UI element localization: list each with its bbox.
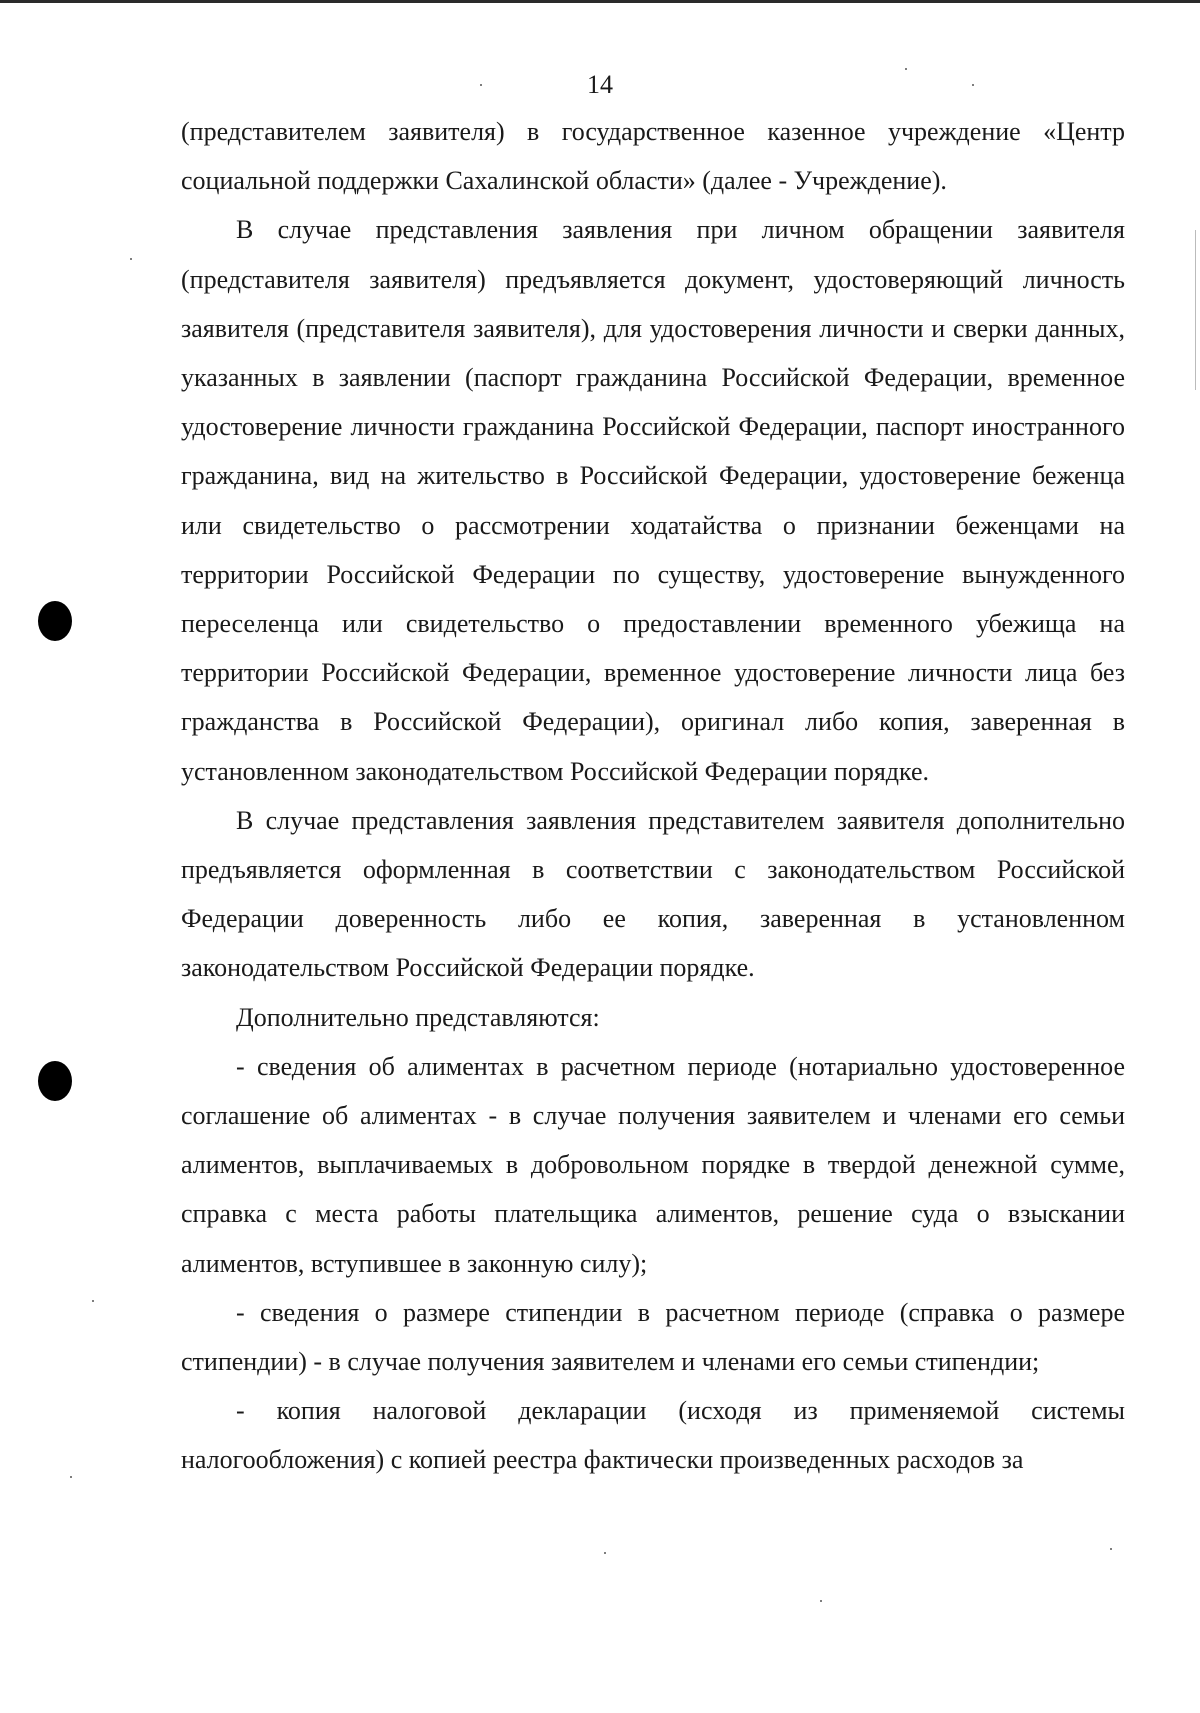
scan-speck	[130, 258, 132, 260]
paragraph-representative: В случае представления заявления представителем заявителя дополнительно предъявляется оформленная в соответствии с законодательством Российской Федерации доверенность либо ее копия, заверенная в установленном законодательством Российской Федерации порядке.	[181, 805, 1125, 983]
paragraph-continuation: (представителем заявителя) в государственное казенное учреждение «Центр социальной поддержки Сахалинской области» (далее - Учреждение).	[181, 117, 1125, 196]
list-item-alimony: - сведения об алиментах в расчетном периоде (нотариально удостоверенное соглашение об алиментах - в случае получения заявителем и членами его семьи алиментов, выплачиваемых в добровольном порядке в твердой денежной сумме, справка с места работы плательщика алиментов, решение суда о взыскании алиментов, вступившее в законную силу);	[181, 1051, 1125, 1278]
scan-speck	[604, 1552, 606, 1554]
scan-speck	[1110, 1548, 1112, 1550]
binder-punch-hole	[38, 601, 72, 641]
scan-edge-mark	[1195, 230, 1196, 390]
page-number: 14	[587, 70, 613, 99]
scan-speck	[92, 1300, 94, 1302]
paragraph-additionally: Дополнительно представляются:	[236, 1002, 600, 1032]
list-item-tax-declaration: - копия налоговой декларации (исходя из применяемой системы налогообложения) с копией реестра фактически произведенных расходов за	[181, 1396, 1125, 1475]
list-item-scholarship: - сведения о размере стипендии в расчетном периоде (справка о размере стипендии) - в случае получения заявителем и членами его семьи стипендии;	[181, 1297, 1125, 1377]
scan-speck	[820, 1600, 822, 1602]
paragraph-identity-documents: В случае представления заявления при личном обращении заявителя (представителя заявителя) предъявляется документ, удостоверяющий личность заявителя (представителя заявителя), для удостоверения личности и сверки данных, указанных в заявлении (паспорт гражданина Российской Федерации, временное удостоверение личности гражданина Российской Федерации, паспорт иностранного гражданина, вид на жительство в Российской Федерации, удостоверение беженца или свидетельство о рассмотрении ходатайства о признании беженцами на территории Российской Федерации по существу, удостоверение вынужденного переселенца или свидетельство о предоставлении временного убежища на территории Российской Федерации, временное удостоверение личности лица без гражданства в Российской Федерации), оригинал либо копия, заверенная в установленном законодательством Российской Федерации порядке.	[181, 215, 1125, 786]
binder-punch-hole	[38, 1061, 72, 1101]
document-body	[181, 107, 1125, 1485]
scan-speck	[70, 1476, 72, 1478]
page-top-edge	[0, 0, 1200, 3]
